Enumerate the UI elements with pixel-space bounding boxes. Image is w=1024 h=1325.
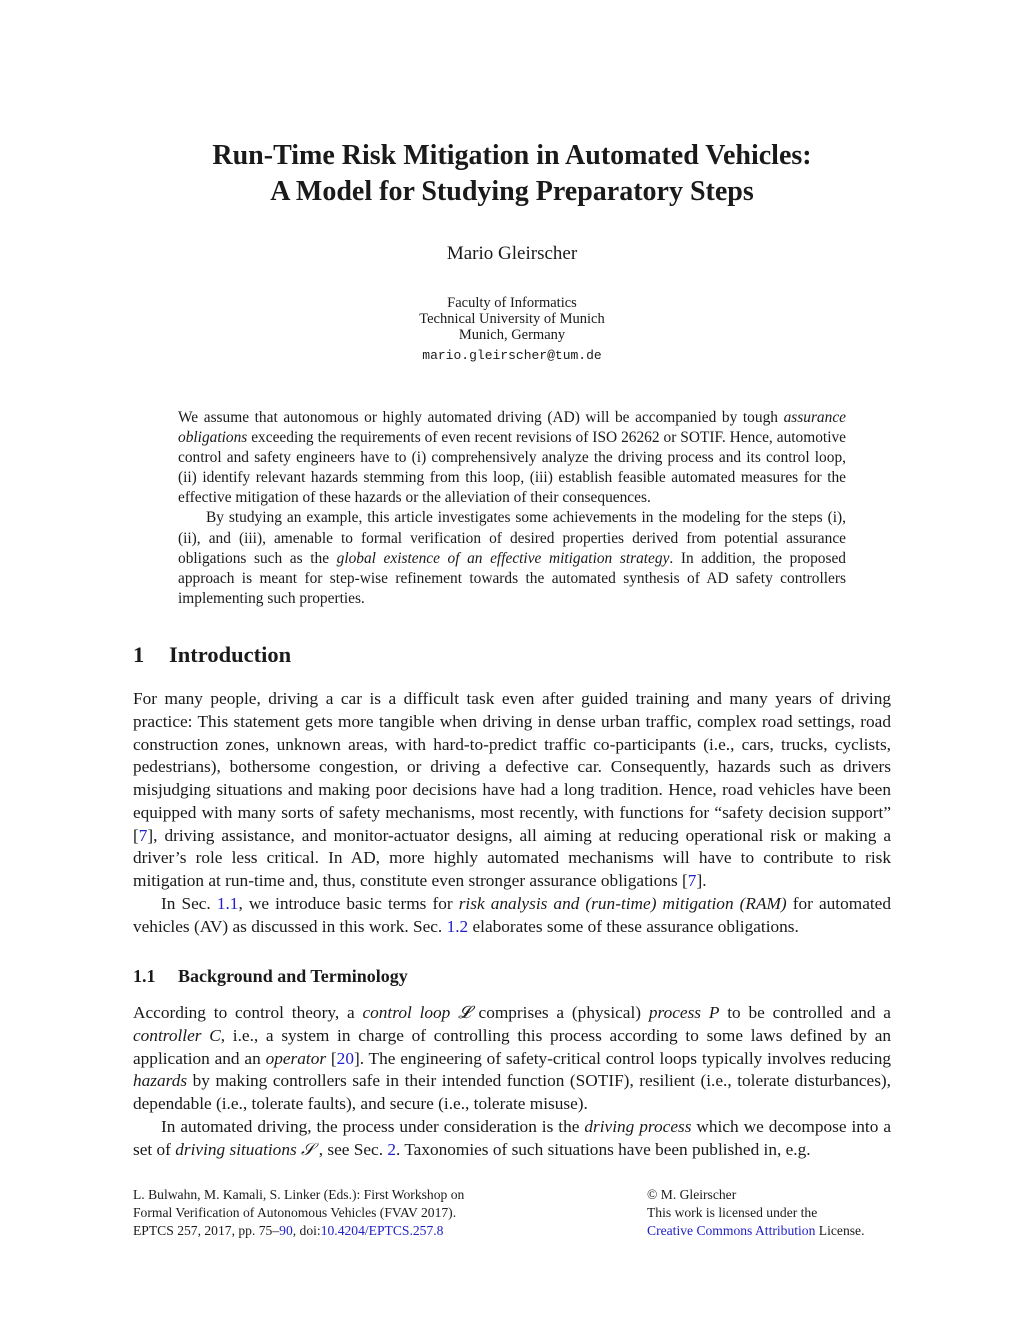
- text-run: In Sec.: [161, 893, 217, 913]
- abstract: [178, 408, 846, 609]
- text-run: For many people, driving a car is a difficult task even after guided training and many years of driving practice: This statement gets more tangible when driving in dense urban traffic, complex road settings, road construction zones, unknown areas, with hard-to-predict traffic co-participants (i.e., cars, trucks, cyclists, pedestrians), bothersome congestion, or driving a defective car. Consequently, hazards such as drivers misjudging situations and making poor decisions have had a long tradition. Hence, road vehicles have been equipped with many sorts of safety mechanisms, most recently, with functions for “safety decision support” [: [133, 689, 891, 845]
- footer-line: [133, 1222, 464, 1240]
- text-run: . Taxonomies of such situations have been published in, e.g.: [395, 1139, 811, 1159]
- text-run: which we decompose into a set of: [133, 1116, 891, 1159]
- section-heading: [133, 642, 291, 668]
- emphasis-text: global existence of an effective mitigation strategy: [336, 549, 670, 567]
- reference-link[interactable]: 1.2: [446, 916, 469, 936]
- footer-line: [647, 1222, 864, 1240]
- paragraph: [133, 688, 891, 893]
- text-run: [: [326, 1048, 337, 1068]
- text-run: for automated vehicles (AV) as discussed in this work. Sec.: [133, 893, 891, 936]
- footer-line: [647, 1186, 864, 1204]
- text-run: exceeding the requirements of even recent revisions of ISO 26262 or SOTIF. Hence, automotive control and safety engineers have to (i) comprehensively analyze the driving process and its control loop, (ii) identify relevant hazards stemming from this loop, (iii) establish feasible automated measures for the effective mitigation of these hazards or the alleviation of their consequences.: [178, 429, 846, 507]
- text-run: This work is licensed under the: [647, 1205, 818, 1220]
- reference-link[interactable]: 20: [336, 1048, 354, 1068]
- footer-line: [647, 1204, 864, 1222]
- reference-link[interactable]: Creative Commons Attribution: [647, 1223, 816, 1238]
- text-run: elaborates some of these assurance obligations.: [468, 916, 799, 936]
- footer-line: [133, 1204, 464, 1222]
- reference-link[interactable]: 90: [279, 1223, 293, 1238]
- affiliation: [0, 295, 1024, 343]
- abstract-paragraph: [178, 408, 846, 508]
- emphasis-text: hazards: [133, 1071, 188, 1091]
- text-run: © M. Gleirscher: [647, 1187, 737, 1202]
- text-run: ].: [696, 871, 707, 890]
- text-run: By studying an example, this article investigates some achievements in the modeling for the steps (i), (ii), and (iii), amenable to formal verification of desired properties derived from potential assurance obligations such as the: [178, 509, 846, 567]
- emphasis-text: controller C: [133, 1025, 221, 1045]
- text-run: by making controllers safe in their intended function (SOTIF), resilient (i.e., tolerate disturbances), dependable (i.e., tolerate faults), and secure (i.e., tolerate misuse).: [133, 1071, 891, 1113]
- section-number: 1: [133, 642, 145, 667]
- text-run: License.: [815, 1223, 865, 1238]
- text-run: comprises a (physical): [470, 1003, 649, 1022]
- intro-text: [133, 688, 891, 938]
- reference-link[interactable]: 1.1: [216, 893, 239, 913]
- text-run: ], driving assistance, and monitor-actuator designs, all aiming at reducing operational risk or making a driver’s role less critical. In AD, more highly automated mechanisms will have to contribute to risk mitigation at run-time and, thus, constitute even stronger assurance obligations [: [133, 825, 891, 890]
- background-text: [133, 1002, 891, 1161]
- emphasis-text: operator: [265, 1048, 327, 1068]
- emphasis-text: process P: [648, 1003, 720, 1022]
- text-run: In automated driving, the process under consideration is the: [161, 1116, 585, 1136]
- paragraph: [133, 1116, 891, 1162]
- affiliation-line: Faculty of Informatics: [447, 295, 577, 311]
- affiliation-line: Munich, Germany: [458, 327, 566, 343]
- title-line: A Model for Studying Preparatory Steps: [270, 176, 754, 207]
- affiliation-line: Technical University of Munich: [419, 311, 605, 327]
- reference-link[interactable]: 7: [138, 825, 148, 845]
- text-run: , doi:: [292, 1223, 321, 1238]
- paper-title: [0, 138, 1024, 210]
- text-run: We assume that autonomous or highly automated driving (AD) will be accompanied by tough: [178, 409, 784, 426]
- emphasis-text: driving situations 𝒮: [175, 1139, 315, 1159]
- text-run: ]. The engineering of safety-critical control loops typically involves reducing: [353, 1048, 891, 1068]
- text-run: , i.e., a system in charge of controlling this process according to some laws defined by an application and an: [133, 1025, 892, 1068]
- emphasis-text: assurance obligations: [178, 409, 846, 447]
- text-run: , see Sec.: [314, 1139, 388, 1159]
- text-run: Formal Verification of Autonomous Vehicles (FVAV 2017).: [133, 1205, 457, 1220]
- reference-link[interactable]: 2: [387, 1139, 396, 1159]
- emphasis-text: driving process: [584, 1116, 692, 1136]
- footer-license: [647, 1186, 864, 1240]
- footer-citation: [133, 1186, 464, 1240]
- author-name: Mario Gleirscher: [446, 243, 578, 264]
- paragraph: [133, 893, 891, 939]
- subsection-title: Background and Terminology: [178, 966, 408, 986]
- emphasis-text: control loop 𝓛: [362, 1003, 471, 1022]
- author-email: mario.gleirscher@tum.de: [422, 348, 602, 363]
- text-run: to be controlled and a: [719, 1003, 891, 1022]
- paragraph: [133, 1002, 891, 1116]
- text-run: EPTCS 257, 2017, pp. 75–: [133, 1223, 280, 1238]
- subsection-heading: [133, 966, 408, 987]
- text-run: According to control theory, a: [133, 1003, 363, 1022]
- footer-line: [133, 1186, 464, 1204]
- text-run: L. Bulwahn, M. Kamali, S. Linker (Eds.): First Workshop on: [133, 1187, 465, 1202]
- subsection-number: 1.1: [133, 966, 156, 986]
- abstract-paragraph: [178, 508, 846, 608]
- reference-link[interactable]: 10.4204/EPTCS.257.8: [320, 1223, 444, 1238]
- reference-link[interactable]: 7: [687, 871, 697, 890]
- text-run: . In addition, the proposed approach is meant for step-wise refinement towards the automated synthesis of AD safety controllers implementing such properties.: [178, 549, 846, 607]
- title-line: Run-Time Risk Mitigation in Automated Vehicles:: [212, 140, 812, 171]
- emphasis-text: risk analysis and (run-time) mitigation (RAM): [458, 893, 787, 913]
- section-title: Introduction: [169, 642, 292, 667]
- text-run: , we introduce basic terms for: [238, 893, 459, 913]
